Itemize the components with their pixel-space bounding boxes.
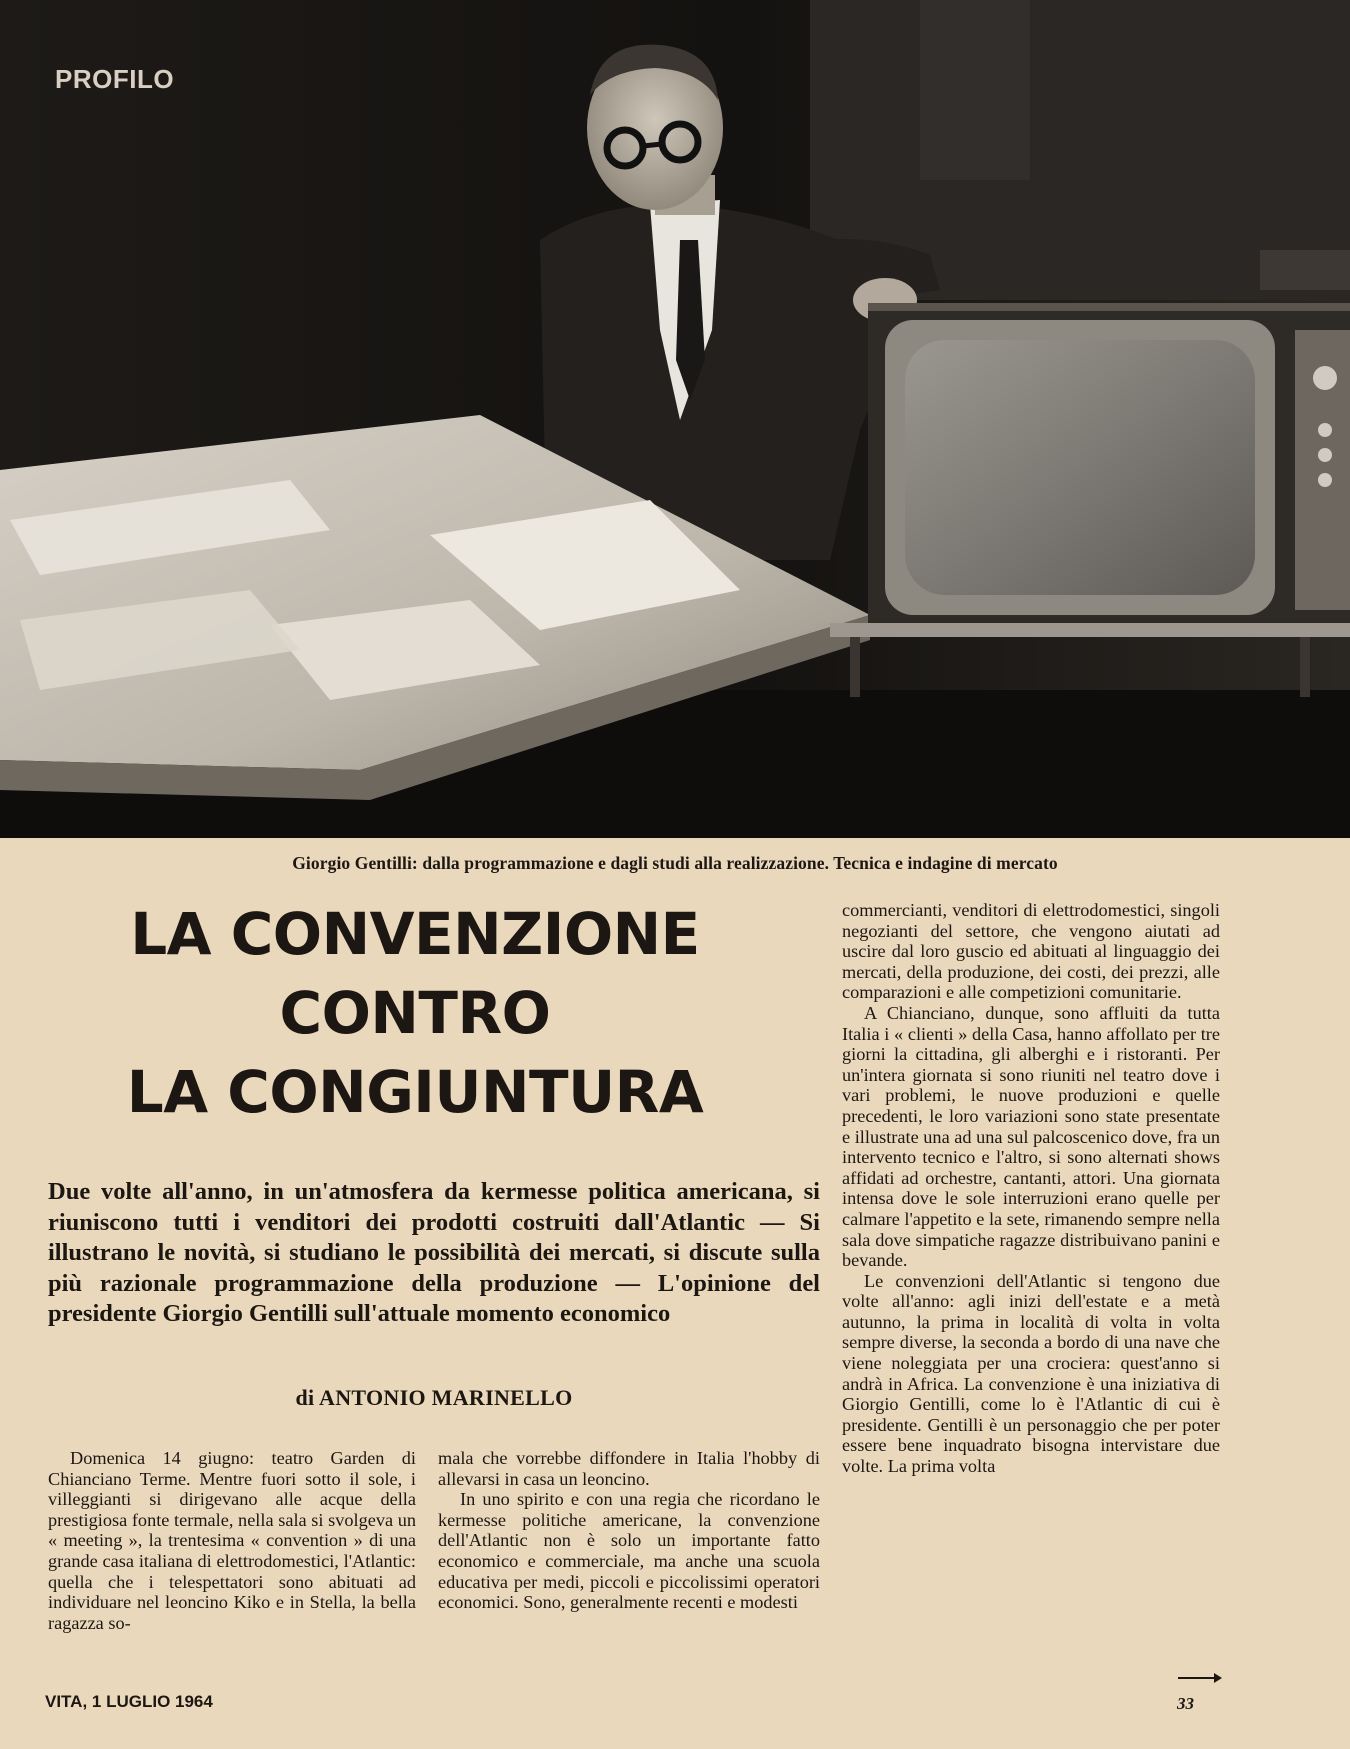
section-label: PROFILO (55, 64, 175, 94)
photo-illustration (0, 0, 1350, 838)
paragraph: mala che vorrebbe diffondere in Italia l'hobby di allevarsi in casa un leoncino. (438, 1448, 820, 1489)
article-column-3 (842, 900, 1220, 1477)
paragraph: commercianti, venditori di elettrodomestici, singoli negozianti del settore, che vengono aiutati ad uscire dal loro guscio ed abituati al linguaggio dei mercati, della produzione, dei costi, dei prezzi, alle comparazioni e alle competizioni comunitarie. (842, 900, 1220, 1003)
article-column-2 (438, 1448, 820, 1613)
paragraph: Domenica 14 giugno: teatro Garden di Chianciano Terme. Mentre fuori sotto il sole, i villeggianti si dirigevano alle acque della prestigiosa fonte termale, nella sala si svolgeva un « meeting », la trentesima « convention » di una grande casa italiana di elettrodomestici, l'Atlantic: quella che i telespettatori sono abituati ad individuare nel leoncino Kiko e in Stella, la bella ragazza so- (48, 1448, 416, 1633)
page-number: 33 (1177, 1694, 1194, 1713)
article-column-1 (48, 1448, 416, 1633)
standfirst: Due volte all'anno, in un'atmosfera da kermesse politica americana, si riuniscono tutti i venditori dei prodotti costruiti dall'Atlantic — Si illustrano le novità, si studiano le possibilità dei mercati, si discute sulla più razionale programmazione della produzione — L'opinione del presidente Giorgio Gentilli sull'attuale momento economico (48, 1178, 820, 1327)
footer-issue-date: VITA, 1 LUGLIO 1964 (45, 1692, 213, 1711)
headline (90, 895, 740, 1132)
paragraph: In uno spirito e con una regia che ricordano le kermesse politiche americane, la convenzione dell'Atlantic non è solo un importante fatto economico e commerciale, ma anche una scuola educativa per medi, piccoli e piccolissimi operatori economici. Sono, generalmente recenti e modesti (438, 1489, 820, 1613)
photo-caption: Giorgio Gentilli: dalla programmazione e dagli studi alla realizzazione. Tecnica e indagine di mercato (292, 853, 1058, 873)
paragraph: Le convenzioni dell'Atlantic si tengono due volte all'anno: agli inizi dell'estate e a metà autunno, la prima in località di volta in volta sempre diverse, la seconda a bordo di una nave che viene noleggiata per una crociera: quest'anno si andrà in Africa. La convenzione è una iniziativa di Giorgio Gentilli, come lo è l'Atlantic di cui è presidente. Gentilli è un personaggio che per poter essere bene inquadrato bisogna intervistare due volte. La prima volta (842, 1270, 1220, 1477)
continue-arrow-icon (1178, 1677, 1220, 1679)
headline-line-3: LA CONGIUNTURA (126, 1058, 704, 1126)
paragraph: A Chianciano, dunque, sono affluiti da tutta Italia i « clienti » della Casa, hanno affollato per tre giorni la cittadina, gli alberghi e i ristoranti. Per un'intera giornata si sono riuniti nel teatro dove i vari problemi, le nuove produzioni e quelle precedenti, le loro variazioni sono state presentate e illustrate una ad una sul palcoscenico dove, fra un intervento tecnico e l'altro, si sono alternati shows affidati ad orchestre, cantanti, attori. Una giornata intensa dove le sole interruzioni erano quelle per calmare l'appetito e la sete, rimanendo sempre nella sala dove simpatiche ragazze distribuivano panini e bevande. (842, 1002, 1220, 1271)
byline: di ANTONIO MARINELLO (295, 1385, 573, 1410)
headline-line-2: CONTRO (279, 979, 551, 1047)
cover-photo (0, 0, 1350, 838)
headline-line-1: LA CONVENZIONE (130, 900, 700, 968)
